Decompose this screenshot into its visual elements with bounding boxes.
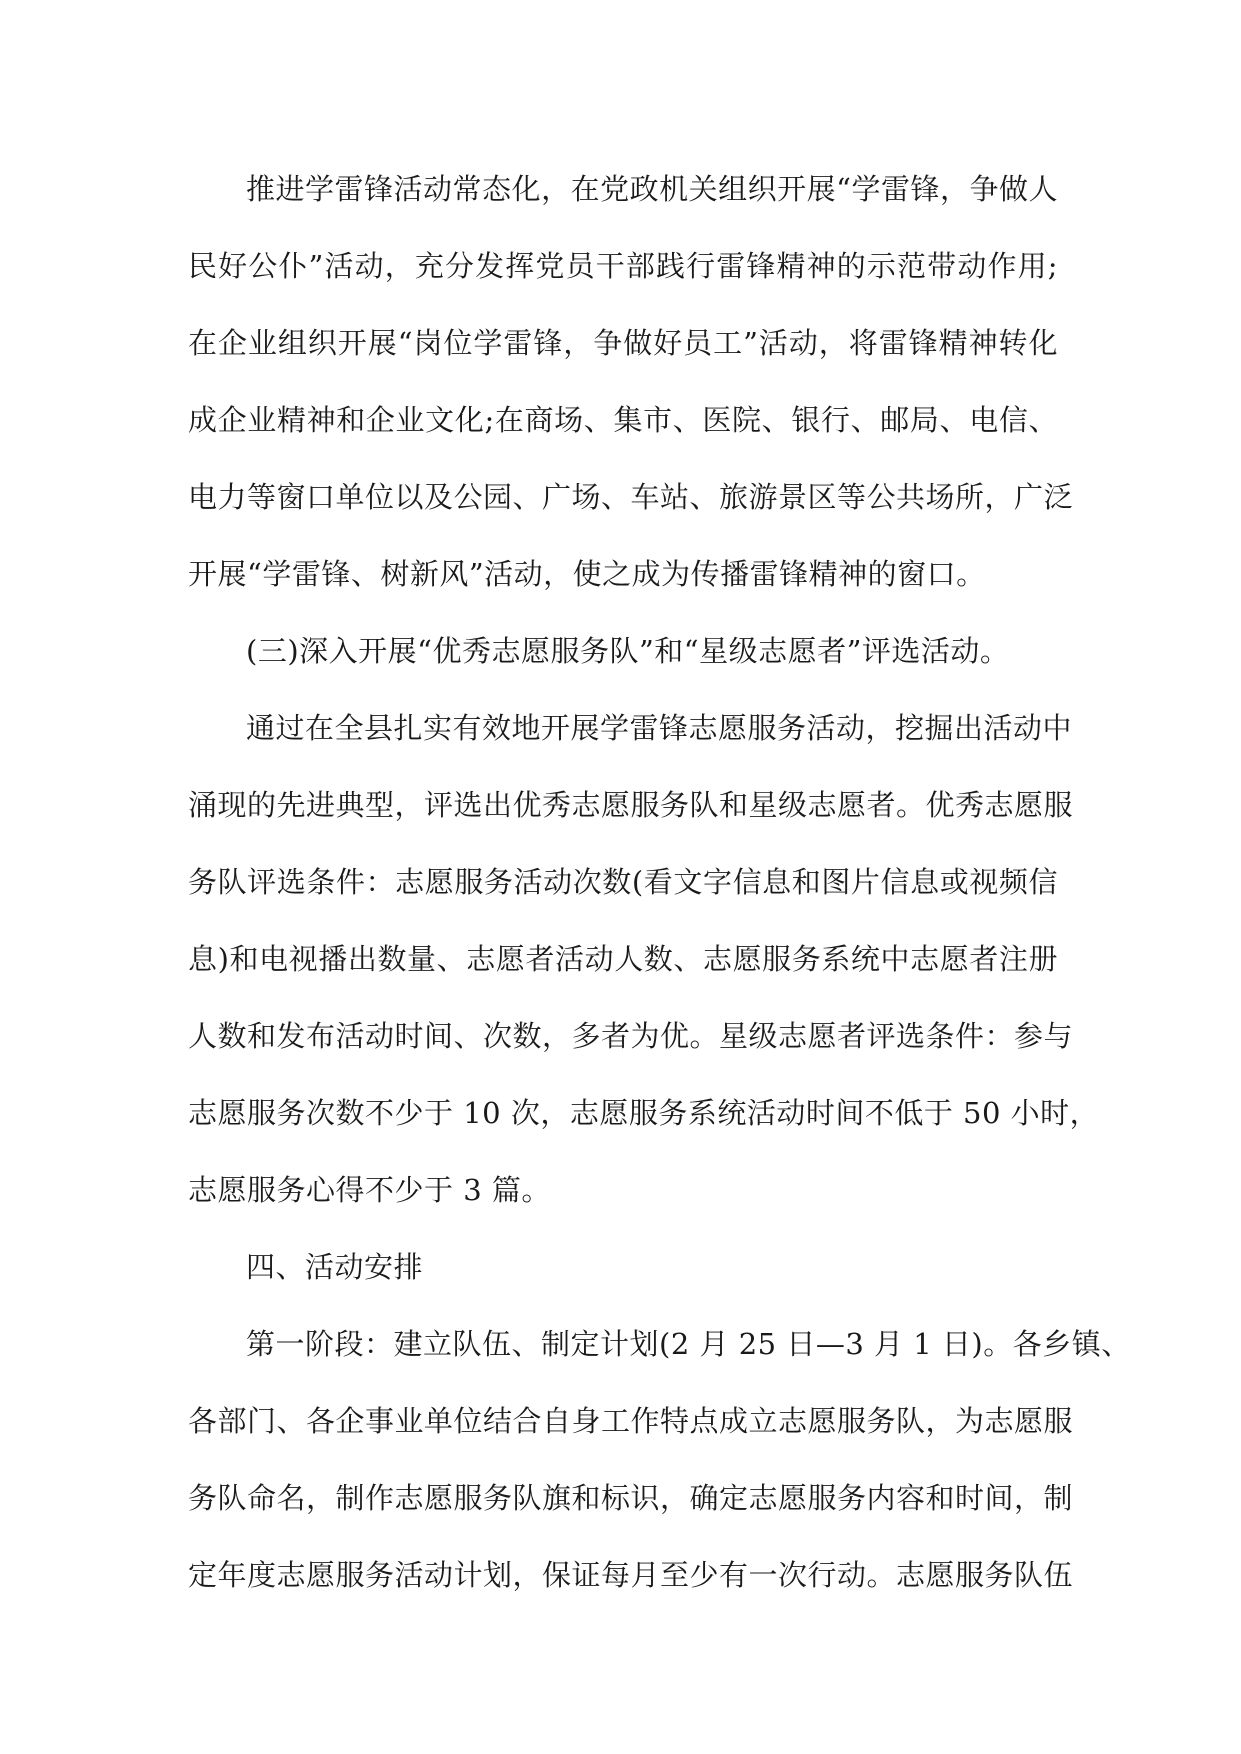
text-line: 息)和电视播出数量、志愿者活动人数、志愿服务系统中志愿者注册 (188, 942, 1058, 976)
text-line: 涌现的先进典型，评选出优秀志愿服务队和星级志愿者。优秀志愿服 (188, 788, 1074, 822)
paragraph-4 (188, 1246, 1058, 1323)
text-line: 推进学雷锋活动常态化，在党政机关组织开展“学雷锋，争做人 (246, 172, 1058, 206)
section-subheading: (三)深入开展“优秀志愿服务队”和“星级志愿者”评选活动。 (246, 634, 1010, 668)
text-line: 成企业精神和企业文化;在商场、集市、医院、银行、邮局、电信、 (188, 403, 1058, 437)
paragraph-3 (188, 707, 1100, 1246)
text-line: 电力等窗口单位以及公园、广场、车站、旅游景区等公共场所，广泛 (188, 480, 1074, 514)
text-line: 开展“学雷锋、树新风”活动，使之成为传播雷锋精神的窗口。 (188, 557, 986, 591)
text-line: 志愿服务次数不少于 10 次，志愿服务系统活动时间不低于 50 小时， (188, 1096, 1100, 1130)
text-line: 务队命名，制作志愿服务队旗和标识，确定志愿服务内容和时间，制 (188, 1481, 1074, 1515)
text-line: 志愿服务心得不少于 3 篇。 (188, 1173, 551, 1207)
section-heading: 四、活动安排 (246, 1250, 424, 1284)
text-line: 民好公仆”活动，充分发挥党员干部践行雷锋精神的示范带动作用; (188, 249, 1058, 283)
text-line: 人数和发布活动时间、次数，多者为优。星级志愿者评选条件：参与 (188, 1019, 1074, 1053)
text-line: 通过在全县扎实有效地开展学雷锋志愿服务活动，挖掘出活动中 (246, 711, 1073, 745)
paragraph-5 (188, 1323, 1131, 1631)
text-line: 在企业组织开展“岗位学雷锋，争做好员工”活动，将雷锋精神转化 (188, 326, 1058, 360)
text-line: 务队评选条件：志愿服务活动次数(看文字信息和图片信息或视频信 (188, 865, 1058, 899)
text-line: 第一阶段：建立队伍、制定计划(2 月 25 日—3 月 1 日)。各乡镇、 (246, 1327, 1131, 1361)
document-body (188, 168, 1131, 1631)
paragraph-2 (188, 630, 1058, 707)
text-line: 定年度志愿服务活动计划，保证每月至少有一次行动。志愿服务队伍 (188, 1558, 1074, 1592)
text-line: 各部门、各企事业单位结合自身工作特点成立志愿服务队，为志愿服 (188, 1404, 1074, 1438)
paragraph-1 (188, 168, 1074, 630)
